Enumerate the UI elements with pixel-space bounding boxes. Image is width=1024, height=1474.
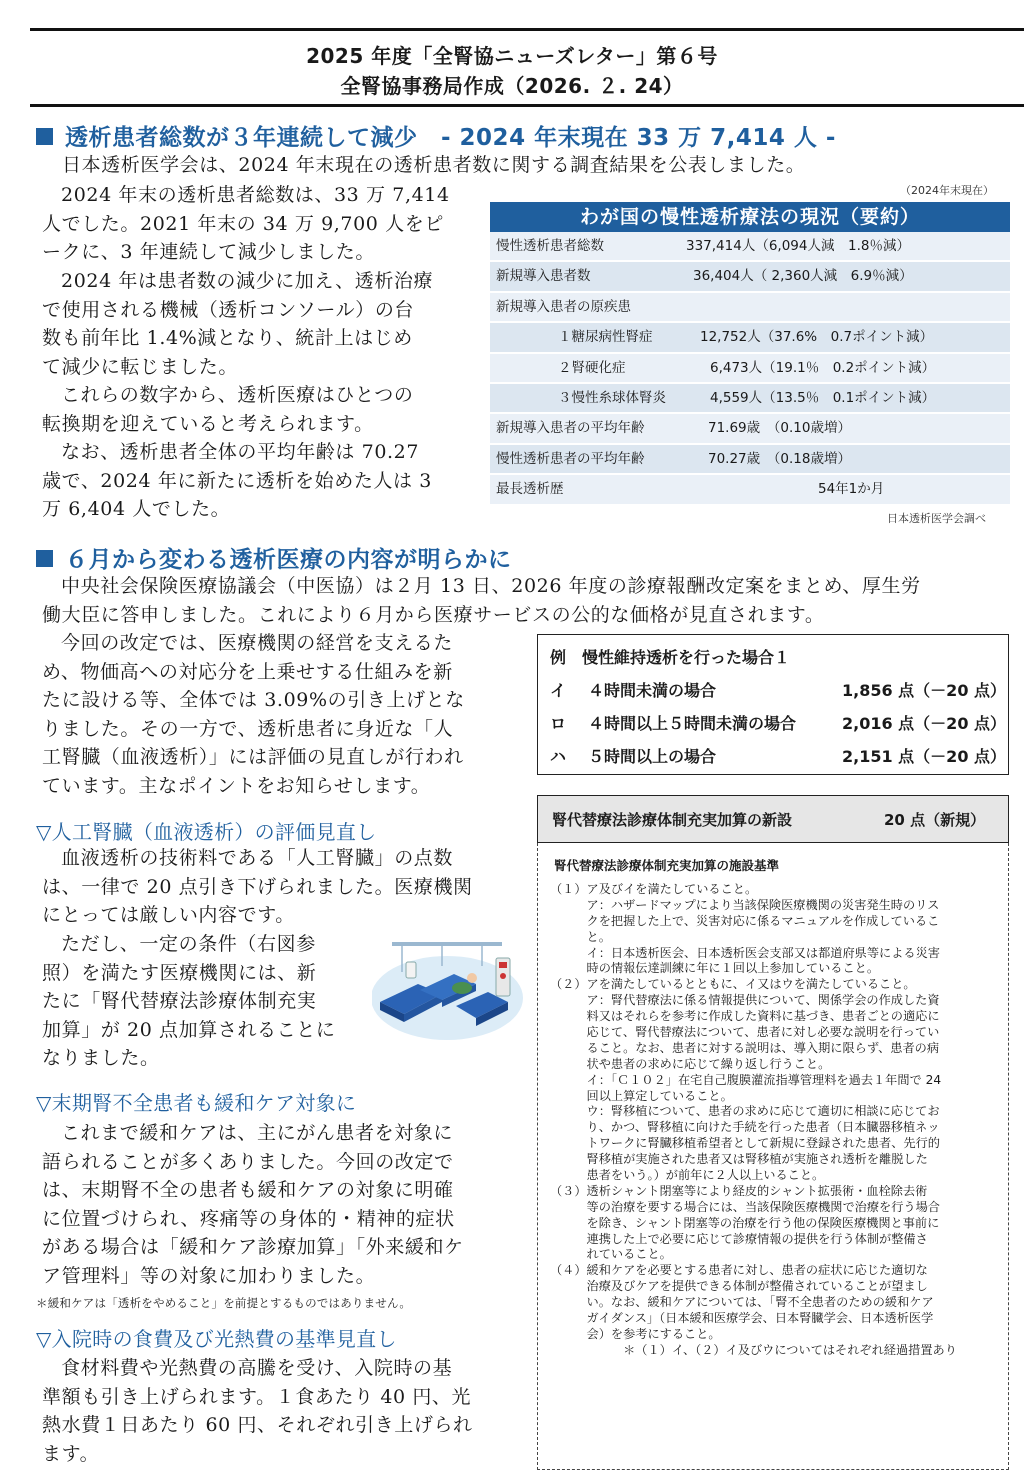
section1-para2: 2024 年は患者数の減少に加え、透析治療 で使用される機械（透析コンソール）の台 数も前年比 1.4%減となり、統計上はじめ て減少に転じました。 <box>42 270 434 378</box>
example-box <box>537 634 1009 775</box>
section2-heading <box>36 541 512 574</box>
section2-heading-text: ６月から変わる透析医療の内容が明らかに <box>65 547 512 573</box>
example-row: ハ ５時間以上の場合 2,151 点（－20 点） <box>550 747 1007 766</box>
example-row: イ ４時間未満の場合 1,856 点（－20 点） <box>550 681 1007 700</box>
summary-table <box>490 202 1010 506</box>
header-rule-top <box>30 28 1024 31</box>
table-row: 新規導入患者の平均年齢 71.69歳 （0.10歳増） <box>490 414 1010 444</box>
kasan-title-text: 腎代替療法診療体制充実加算の新設 <box>552 811 793 829</box>
sub1-body: 血液透析の技術料である「人工腎臓」の点数 は、一律で 20 点引き下げられました。医療機関 にとっては厳しい内容です。 <box>42 847 473 927</box>
summary-table-body <box>490 232 1010 506</box>
square-bullet-icon <box>36 128 53 145</box>
sub3-heading: ▽入院時の食費及び光熱費の基準見直し <box>36 1327 397 1351</box>
table-row: ３慢性糸球体腎炎 4,559人（13.5％ 0.1ポイント減） <box>490 384 1010 414</box>
table-row: 最長透析歴 54年1か月 <box>490 475 1010 505</box>
newsletter-title: 2025 年度「全腎協ニューズレター」第６号 <box>306 44 718 68</box>
section1-para4: なお、透析患者全体の平均年齢は 70.27 歳で、2024 年に新たに透析を始めた人は 3 万 6,404 人でした。 <box>42 441 432 521</box>
sub3-body: 食材料費や光熱費の高騰を受け、入院時の基 準額も引き上げられます。１食あたり 40 円、光 熱水費１日あたり 60 円、それぞれ引き上げられ ます。 <box>42 1357 473 1465</box>
table-row: 新規導入患者の原疾患 <box>490 293 1010 323</box>
sub1-heading: ▽人工腎臓（血液透析）の評価見直し <box>36 820 377 844</box>
example-title: 例 慢性維持透析を行った場合１ <box>550 648 791 667</box>
sub2-heading: ▽末期腎不全患者も緩和ケア対象に <box>36 1091 357 1115</box>
summary-table-title: わが国の慢性透析療法の現況（要約） <box>490 202 1010 232</box>
summary-as-of: （2024年末現在） <box>900 184 994 197</box>
kasan-points: 20 点（新規） <box>884 811 986 829</box>
sub2-body: これまで緩和ケアは、主にがん患者を対象に 語られることが多くありました。今回の改定で は、末期腎不全の患者も緩和ケアの対象に明確 に位置づけられ、疼痛等の身体的・精神的症状 がある場合は「緩和ケア診療加算」「外来緩和ケ ア管理料」等の対象に加わりました。 <box>42 1122 464 1287</box>
section1-para3: これらの数字から、透析医療はひとつの 転換期を迎えていると考えられます。 <box>42 384 414 435</box>
table-row: ２腎硬化症 6,473人（19.1％ 0.2ポイント減） <box>490 354 1010 384</box>
newsletter-issuer: 全腎協事務局作成（2026. ２. 24） <box>340 74 684 98</box>
kasan-box-title <box>537 795 1009 843</box>
example-row: ロ ４時間以上５時間未満の場合 2,016 点（－20 点） <box>550 714 1007 733</box>
criteria-heading: 腎代替療法診療体制充実加算の施設基準 <box>554 858 780 873</box>
summary-source: 日本透析医学会調べ <box>887 512 986 525</box>
section2-intro: 今回の改定では、医療機関の経営を支えるた め、物価高への対応分を上乗せする仕組みを新 たに設ける等、全体では 3.09%の引き上げとな りました。その一方で、透析患者に身近な「人 工腎臓（血液透析）」には評価の見直しが行われ ています。主なポイントをお知らせします。 <box>42 632 465 797</box>
criteria-list: （１）ア及びイを満たしていること。 ア：ハザードマップにより当該保険医療機関の災害発生時のリス クを把握した上で、災害対応に係るマニュアルを作成しているこ と。 イ：日本透析医会、日本透析医会支部又は都道府県等による災害 時の情報伝達訓練に年に１回以上参加していること。 （２）アを満たしているとともに、イ又はウを満たしていること。 ア：腎代替療法に係る情報提供について、関係学会の作成した資 料又はそれらを参考に作成した資料に基づき、患者ごとの適応に 応じて、腎代替療法について、患者に対し必要な説明を行ってい ること。なお、患者に対する説明は、導入期に限らず、患者の病 状や患者の求めに応じて繰り返し行うこと。 イ：「Ｃ１０２」在宅自己腹膜灌流指導管理料を過去１年間で 24 回以上算定していること。 ウ：腎移植について、患者の求めに応じて適切に相談に応じてお り、かつ、腎移植に向けた手続を行った患者（日本臓器移植ネッ トワークに腎臓移植希望者として新規に登録された患者、先行的 腎移植が実施された患者又は腎移植が実施され透析を離脱した 患者をいう。）が前年に２人以上いること。 （３）透析シャント閉塞等により経皮的シャント拡張術・血栓除去術 等の治療を要する場合には、当該保険医療機関で治療を行う場合 を除き、シャント閉塞等の治療を行う他の保険医療機関と事前に 連携した上で必要に応じて診療情報の提供を行う体制が整備さ れていること。 （４）緩和ケアを必要とする患者に対し、患者の症状に応じた適切な 治療及びケアを提供できる体制が整備されていることが望まし い。なお、緩和ケアについては、「腎不全患者のための緩和ケア ガイダンス」（日本緩和医療学会、日本腎臓学会、日本透析医学 会）を参考にすること。 ＊（１）イ、（２）イ及びウについてはそれぞれ経過措置あり <box>550 882 957 1357</box>
table-row: １糖尿病性腎症 12,752人（37.6% 0.7ポイント減） <box>490 323 1010 353</box>
section1-heading-text: 透析患者総数が３年連続して減少 - 2024 年末現在 33 万 7,414 人 - <box>65 125 836 151</box>
header-rule-bottom <box>30 104 1024 107</box>
palliative-note: ＊緩和ケアは「透析をやめること」を前提とするものではありません。 <box>36 1296 412 1310</box>
dialysis-room-illustration <box>372 936 530 1042</box>
section1-body: 2024 年末の透析患者総数は、33 万 7,414 人でした。2021 年末の 34 万 9,700 人をピ ークに、3 年連続して減少しました。 <box>42 184 450 264</box>
section1-heading <box>36 119 836 152</box>
table-row: 新規導入患者数 36,404人（ 2,360人減 6.9％減） <box>490 262 1010 292</box>
table-row: 慢性透析患者の平均年齢 70.27歳 （0.18歳増） <box>490 445 1010 475</box>
square-bullet-icon <box>36 550 53 567</box>
table-row: 慢性透析患者総数 337,414人（6,094人減 1.8％減） <box>490 232 1010 262</box>
section2-lead: 中央社会保険医療協議会（中医協）は２月 13 日、2026 年度の診療報酬改定案をまとめ、厚生労 働大臣に答申しました。これにより６月から医療サービスの公的な価格が見直されます。 <box>42 575 921 626</box>
sub1-body2: ただし、一定の条件（右図参 照）を満たす医療機関には、新 たに「腎代替療法診療体制充実 加算」が 20 点加算されることに なりました。 <box>42 933 336 1070</box>
section1-lead: 日本透析医学会は、2024 年末現在の透析患者数に関する調査結果を公表しました。 <box>62 154 806 176</box>
